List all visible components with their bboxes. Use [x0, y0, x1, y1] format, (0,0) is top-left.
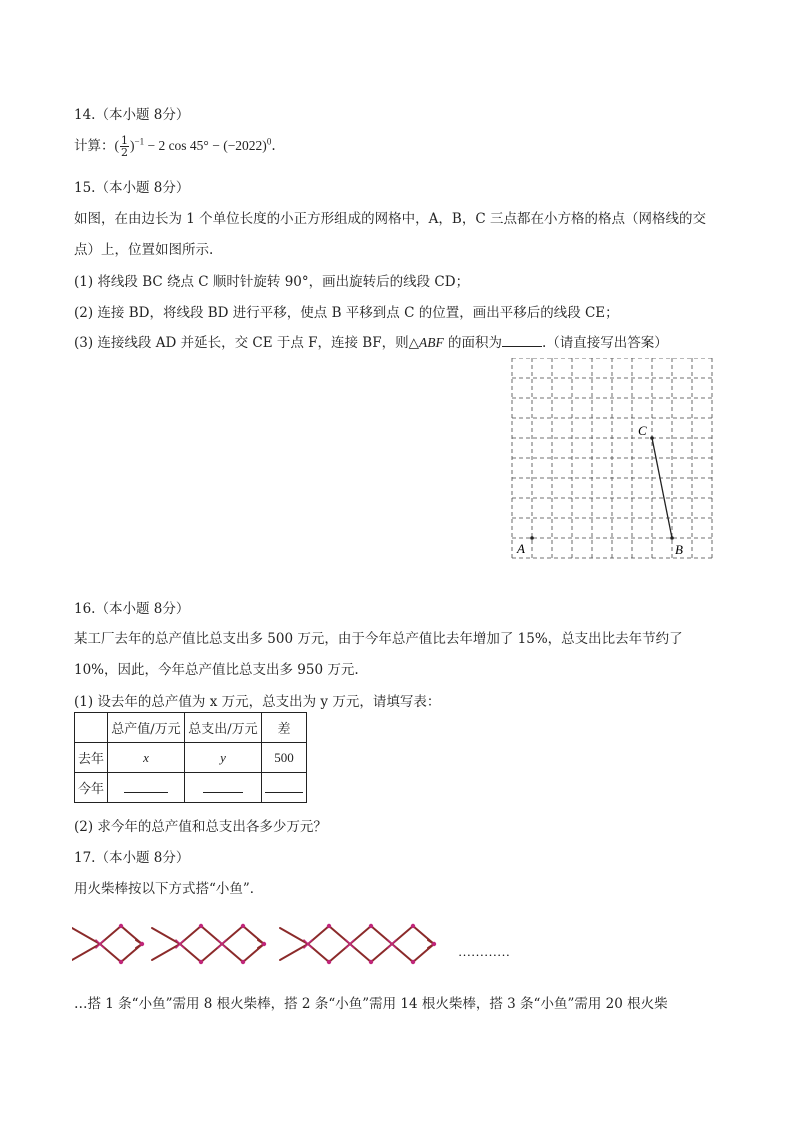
point-c — [650, 436, 654, 440]
table-cell: 500 — [262, 743, 307, 773]
expr-mid: − 2 cos 45° − (−2022) — [144, 138, 267, 153]
q16-table — [74, 712, 307, 803]
q17-tail: …搭 1 条“小鱼”需用 8 根火柴棒，搭 2 条“小鱼”需用 14 根火柴棒，搭 3 条“小鱼”需用 20 根火柴 — [74, 996, 668, 1012]
fish-group — [72, 924, 436, 964]
table-header-cell: 总支出/万元 — [185, 713, 262, 743]
table-cell — [75, 713, 108, 743]
table-header-cell: 差 — [262, 713, 307, 743]
label-c: C — [638, 423, 647, 438]
match-head — [369, 960, 373, 964]
q17-header: 17.（本小题 8分） — [74, 850, 190, 866]
p3-text-b: 的面积为 — [443, 335, 502, 351]
q16-intro-2: 10%，因此，今年总产值比总支出多 950 万元. — [74, 662, 359, 678]
exp2: 0 — [266, 136, 272, 147]
table-blank-cell — [185, 773, 262, 803]
calc-label: 计算： — [74, 138, 115, 154]
table-blank-cell — [262, 773, 307, 803]
q16-part-2: (2) 求今年的总产值和总支出各多少万元？ — [74, 819, 327, 835]
q15-part-2: (2) 连接 BD，将线段 BD 进行平移，使点 B 平移到点 C 的位置，画出平移后的线段 CE； — [74, 305, 619, 321]
matchstick — [152, 928, 180, 944]
table-cell: y — [185, 743, 262, 773]
grid-lines — [512, 358, 712, 558]
frac-num: 1 — [121, 134, 128, 147]
q15-header: 15.（本小题 8分） — [74, 180, 190, 196]
match-head — [411, 924, 415, 928]
matchstick — [280, 944, 308, 960]
triangle-abf: △ABF — [408, 335, 444, 350]
exp1: −1 — [134, 136, 145, 147]
blank-line — [203, 778, 243, 793]
match-head — [369, 924, 373, 928]
expr-open: ( — [114, 138, 119, 153]
q15-part-1: (1) 将线段 BC 绕点 C 顺时针旋转 90°，画出旋转后的线段 CD； — [74, 274, 470, 290]
match-head — [411, 960, 415, 964]
segment-bc — [652, 438, 672, 538]
table-row — [75, 743, 307, 773]
label-b: B — [675, 542, 683, 557]
match-head — [327, 960, 331, 964]
matchstick — [280, 928, 308, 944]
p3-text-a: (3) 连接线段 AD 并延长，交 CE 于点 F，连接 BF，则 — [74, 335, 409, 351]
table-row-label: 今年 — [75, 773, 108, 803]
q16-part-1: (1) 设去年的总产值为 x 万元，总支出为 y 万元，请填写表： — [74, 694, 441, 710]
answer-blank — [502, 334, 542, 347]
match-head — [241, 960, 245, 964]
match-head — [119, 924, 123, 928]
match-head — [241, 924, 245, 928]
q17-intro: 用火柴棒按以下方式搭“小鱼”． — [74, 881, 264, 897]
matchstick — [152, 944, 180, 960]
label-a: A — [517, 541, 525, 556]
expr-close: ) — [130, 138, 135, 153]
table-header-row — [75, 713, 307, 743]
q16-intro-1: 某工厂去年的总产值比总支出多 500 万元，由于今年总产值比去年增加了 15%，总支出比去年节约了 — [74, 631, 683, 647]
blank-line — [265, 778, 303, 793]
q16-header: 16.（本小题 8分） — [74, 601, 190, 617]
table-row — [75, 773, 307, 803]
match-head — [140, 942, 144, 946]
match-head — [199, 960, 203, 964]
table-cell: x — [108, 743, 185, 773]
table-row-label: 去年 — [75, 743, 108, 773]
ellipsis-dots: ………… — [458, 944, 510, 959]
match-head — [327, 924, 331, 928]
expr-end: . — [271, 138, 276, 154]
point-a — [530, 536, 534, 540]
match-head — [199, 924, 203, 928]
q14-expression — [74, 134, 276, 158]
p3-text-c: .（请直接写出答案） — [542, 335, 668, 351]
matchstick — [72, 944, 100, 960]
match-head — [119, 960, 123, 964]
frac-den: 2 — [121, 146, 128, 159]
matchstick — [72, 928, 100, 944]
grid-figure — [508, 358, 718, 564]
q15-part-3 — [74, 331, 668, 351]
table-blank-cell — [108, 773, 185, 803]
q15-intro-1: 如图，在由边长为 1 个单位长度的小正方形组成的网格中，A，B，C 三点都在小方格的格点（网格线的交 — [74, 211, 706, 227]
fraction — [120, 135, 129, 158]
q14-header: 14.（本小题 8分） — [74, 107, 190, 123]
q15-intro-2: 点）上，位置如图所示. — [74, 242, 214, 258]
table-header-cell: 总产值/万元 — [108, 713, 185, 743]
matchstick-fish-figure — [72, 912, 532, 972]
match-head — [262, 942, 266, 946]
point-b — [670, 536, 674, 540]
match-head — [432, 942, 436, 946]
blank-line — [124, 778, 168, 793]
